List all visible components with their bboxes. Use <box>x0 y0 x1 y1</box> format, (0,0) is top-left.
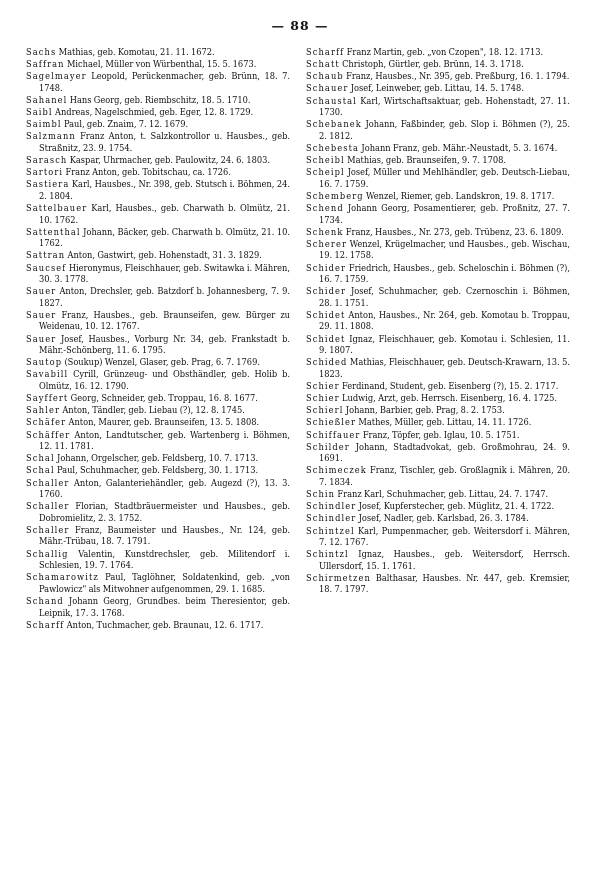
entry <box>306 167 570 190</box>
entry <box>26 478 290 501</box>
entry <box>26 155 290 167</box>
entry <box>306 442 570 465</box>
entry-text: Anton, Tuchmacher, geb. Braunau, 12. 6. 1717. <box>66 619 264 631</box>
entry-text: Franz Anton, geb. Tobitschau, ca. 1726. <box>65 167 231 179</box>
entry <box>306 430 570 442</box>
entry-text: Anton, Hausbes., Nr. 264, geb. Komotau b. Troppau, 29. 11. 1808. <box>319 309 570 333</box>
entry <box>26 501 290 524</box>
entry-text: Johann Georg, Posamentierer, geb. Proßnitz, 27. 7. 1734. <box>319 203 570 226</box>
entry <box>306 239 570 262</box>
entry-text: Valentin, Kunstdrechsler, geb. Militendorf i. Schlesien, 19. 7. 1764. <box>39 548 290 572</box>
entry <box>26 572 290 595</box>
entry-headword: Schebesta <box>306 142 360 154</box>
entry-headword: Schindler <box>306 501 357 513</box>
entry-headword: Sattran <box>26 250 66 262</box>
entry-headword: Schierl <box>306 405 344 417</box>
entry-headword: Savabill <box>26 369 69 381</box>
entry <box>26 227 290 250</box>
entry <box>306 465 570 488</box>
entry <box>306 96 570 119</box>
entry-headword: Schintzel <box>306 525 355 537</box>
entry-headword: Schäfer <box>26 417 67 429</box>
entry <box>306 526 570 549</box>
entry-text: Josef, Schuhmacher, geb. Czernoschin i. Böhmen, 28. 1. 1751. <box>319 286 570 309</box>
entry-headword: Schier <box>306 381 340 392</box>
entry-headword: Schaller <box>26 501 70 513</box>
entry-text: Franz, Hausbes., Nr. 395, geb. Preßburg, 16. 1. 1794. <box>346 71 570 83</box>
entry-text: Christoph, Gürtler, geb. Brünn, 14. 3. 1718. <box>342 59 524 71</box>
entry-text: Hieronymus, Fleischhauer, geb. Switawka i. Mähren, 30. 3. 1778. <box>39 262 290 286</box>
entry-text: Karl, Hausbes., geb. Charwath b. Olmütz, 21. 10. 1762. <box>39 203 290 226</box>
entry <box>306 381 570 393</box>
entry-text: Johann, Orgelscher, geb. Feldsberg, 10. 7. 1713. <box>57 453 259 465</box>
entry-text: Franz, Töpfer, geb. Iglau, 10. 5. 1751. <box>362 429 520 441</box>
entry <box>26 107 290 119</box>
entry <box>306 334 570 357</box>
entry <box>306 119 570 142</box>
entry-text: Josef, Hausbes., Vorburg Nr. 34, geb. Frankstadt b. Mähr.-Schönberg, 11. 6. 1795. <box>39 333 291 357</box>
entry-headword: Schidet <box>306 309 346 321</box>
entry-headword: Scheibl <box>306 155 345 167</box>
entry-headword: Schirmetzen <box>306 572 371 584</box>
entry-text: Johann, Bäcker, geb. Charwath b. Olmütz, 21. 10. 1762. <box>39 226 290 250</box>
entry-headword: Scherer <box>306 238 348 250</box>
entry <box>26 430 290 453</box>
entry <box>26 393 290 405</box>
entry-headword: Schebanek <box>306 119 362 131</box>
entry-text: Karl, Pumpenmacher, geb. Weitersdorf i. Mähren, 7. 12. 1767. <box>319 525 570 549</box>
entry <box>26 525 290 548</box>
entry-text: Balthasar, Hausbes. Nr. 447, geb. Kremsier, 18. 7. 1797. <box>319 572 571 596</box>
entry-headword: Schend <box>306 203 344 215</box>
entry-headword: Sachs <box>26 47 57 58</box>
entry <box>26 167 290 179</box>
entry <box>306 513 570 525</box>
entry-headword: Schided <box>306 357 348 369</box>
entry <box>26 369 290 392</box>
entry-text: Johann, Barbier, geb. Prag, 8. 2. 1753. <box>345 405 505 417</box>
entry <box>306 143 570 155</box>
entry-text: Karl, Wirtschaftsaktuar, geb. Hohenstadt, 27. 11. 1730. <box>319 95 570 119</box>
entry-headword: Saibl <box>26 107 53 119</box>
entry-headword: Sauer <box>26 309 57 321</box>
entry-text: Franz, Hausbes., geb. Braunseifen, gew. Bürger zu Weidenau, 10. 12. 1767. <box>39 309 291 333</box>
entry <box>306 155 570 167</box>
entry-text: Mathias, geb. Komotau, 21. 11. 1672. <box>58 47 215 58</box>
entry-text: Mathias, Fleischhauer, geb. Deutsch-Krawarn, 13. 5. 1823. <box>319 357 570 380</box>
entry-headword: Sauer <box>26 333 57 345</box>
entry-text: Mathes, Müller, geb. Littau, 14. 11. 1726. <box>358 417 532 429</box>
entry-text: Josef, Nadler, geb. Karlsbad, 26. 3. 1784. <box>358 513 529 525</box>
entry-headword: Schemberg <box>306 190 364 202</box>
entry <box>26 357 290 369</box>
entry <box>306 83 570 95</box>
entry-headword: Sattenthal <box>26 226 81 238</box>
entry <box>26 465 290 477</box>
entry-text: Franz, Tischler, geb. Großlagnik i. Mähren, 20. 7. 1834. <box>319 465 570 488</box>
entry-headword: Schamarowitz <box>26 572 99 584</box>
entry-headword: Schin <box>306 489 336 501</box>
entry-headword: Saimbl <box>26 119 62 131</box>
entry-text: Josef, Müller und Mehlhändler, geb. Deutsch-Liebau, 16. 7. 1759. <box>319 167 570 190</box>
entry <box>26 417 290 429</box>
entry-headword: Scharff <box>306 47 345 58</box>
entry-text: Anton, Landtutscher, geb. Wartenberg i. Böhmen, 12. 11. 1781. <box>39 429 290 453</box>
entry-headword: Schider <box>306 262 347 274</box>
two-column-body <box>26 47 574 632</box>
entry-text: Paul, Schuhmacher, geb. Feldsberg, 30. 1. 1713. <box>57 465 259 477</box>
entry-text: Anton, Galanteriehändler, geb. Augezd (?), 13. 3. 1760. <box>39 477 290 501</box>
entry <box>26 203 290 226</box>
entry <box>306 393 570 405</box>
entry-text: Paul, Taglöhner, Soldatenkind, geb. „von Pawlowicz" als Mitwohner aufgenommen, 29. 1. 1685. <box>39 572 290 595</box>
entry-headword: Schaub <box>306 71 344 83</box>
entry-text: Ignaz, Fleischhauer, geb. Komotau i. Schlesien, 11. 9. 1807. <box>319 333 570 357</box>
entry-headword: Sastiera <box>26 179 70 191</box>
entry-headword: Schimeczek <box>306 465 367 477</box>
entry <box>306 203 570 226</box>
entry-headword: Sattelbauer <box>26 203 88 215</box>
entry-headword: Schäffer <box>26 429 71 441</box>
entry <box>306 191 570 203</box>
entry-headword: Schatt <box>306 59 340 71</box>
entry-text: Cyrill, Grünzeug- und Obsthändler, geb. Holib b. Olmütz, 16. 12. 1790. <box>39 369 291 392</box>
entry <box>306 47 570 59</box>
entry <box>26 286 290 309</box>
entry-text: Ferdinand, Student, geb. Eisenberg (?), 15. 2. 1717. <box>342 381 559 392</box>
entry <box>26 95 290 107</box>
entry <box>26 620 290 632</box>
entry-text: Johann, Stadtadvokat, geb. Großmohrau, 24. 9. 1691. <box>319 441 570 465</box>
entry-text: Wenzel, Krügelmacher, und Hausbes., geb. Wischau, 19. 12. 1758. <box>319 238 570 262</box>
entry-headword: Schießler <box>306 417 357 429</box>
entry-headword: Saucsef <box>26 262 67 274</box>
entry-text: Franz, Hausbes., Nr. 273, geb. Trübenz, 23. 6. 1809. <box>345 226 564 238</box>
entry-headword: Sayffert <box>26 393 69 405</box>
entry <box>26 250 290 262</box>
entry-text: Kaspar, Uhrmacher, geb. Paulowitz, 24. 6. 1803. <box>69 155 270 167</box>
entry <box>306 357 570 380</box>
entry-text: Johann Franz, geb. Mähr.-Neustadt, 5. 3. 1674. <box>361 142 558 154</box>
entry <box>26 596 290 619</box>
entry-headword: Schilder <box>306 441 350 453</box>
entry-text: Franz Anton, t. Salzkontrollor u. Hausbes., geb. Straßnitz, 23. 9. 1754. <box>39 131 291 154</box>
entry-text: Michael, Müller von Würbenthal, 15. 5. 1673. <box>66 59 257 71</box>
entry-text: Josef, Kupferstecher, geb. Müglitz, 21. 4. 1722. <box>358 501 555 513</box>
entry-text: Wenzel, Riemer, geb. Landskron, 19. 8. 1717. <box>366 190 555 202</box>
entry-text: Anton, Maurer, geb. Braunseifen, 13. 5. 1808. <box>68 417 260 429</box>
entry <box>306 405 570 417</box>
entry-text: Georg, Schneider, geb. Troppau, 16. 8. 1677. <box>70 393 258 405</box>
entry-headword: Schallig <box>26 548 69 560</box>
entry <box>26 310 290 333</box>
entry <box>306 549 570 572</box>
entry-headword: Sahler <box>26 405 60 417</box>
entry <box>306 501 570 513</box>
entry-headword: Schaller <box>26 477 70 489</box>
entry <box>26 119 290 131</box>
entry-headword: Schand <box>26 595 64 607</box>
entry-headword: Schenk <box>306 226 344 238</box>
entry-text: Leopold, Perückenmacher, geb. Brünn, 18. 7. 1748. <box>39 71 290 94</box>
entry-text: Ludwig, Arzt, geb. Herrsch. Eisenberg, 16. 4. 1725. <box>342 393 558 405</box>
entry-text: Johann, Faßbinder, geb. Slop i. Böhmen (?), 25. 2. 1812. <box>319 119 571 142</box>
entry-text: Paul, geb. Znaim, 7. 12. 1679. <box>63 119 189 131</box>
entry <box>26 453 290 465</box>
entry-headword: Schider <box>306 286 347 298</box>
entry <box>306 310 570 333</box>
entry <box>306 227 570 239</box>
entry-text: Franz, Baumeister und Hausbes., Nr. 124, geb. Mähr.-Trübau, 18. 7. 1791. <box>39 524 290 548</box>
entry-headword: Scheipl <box>306 167 345 179</box>
entry <box>26 334 290 357</box>
entry <box>306 417 570 429</box>
entry <box>26 131 290 154</box>
entry-text: Friedrich, Hausbes., geb. Scheloschin i. Böhmen (?), 16. 7. 1759. <box>319 262 571 286</box>
entry-text: Florian, Stadtbräuermeister und Hausbes., geb. Dobromielitz, 2. 3. 1752. <box>39 501 290 524</box>
entry-text: Franz Karl, Schuhmacher, geb. Littau, 24. 7. 1747. <box>337 489 549 501</box>
entry-text: Mathias, geb. Braunseifen, 9. 7. 1708. <box>347 155 506 167</box>
entry-text: (Soukup) Wenzel, Glaser, geb. Prag, 6. 7. 1769. <box>64 357 260 369</box>
entry <box>26 71 290 94</box>
entry <box>26 47 290 59</box>
entry <box>306 286 570 309</box>
column-right <box>306 47 570 597</box>
entry-headword: Schindler <box>306 513 357 525</box>
entry-text: Karl, Hausbes., Nr. 398, geb. Stutsch i. Böhmen, 24. 2. 1804. <box>39 179 290 202</box>
entry <box>306 573 570 596</box>
entry <box>26 59 290 71</box>
entry-headword: Sahanel <box>26 94 68 106</box>
entry <box>306 59 570 71</box>
entry-headword: Schal <box>26 453 55 465</box>
entry-headword: Saffran <box>26 59 65 71</box>
entry-headword: Schauer <box>306 83 349 95</box>
entry <box>26 263 290 286</box>
entry-text: Josef, Leinweber, geb. Littau, 14. 5. 1748. <box>350 83 524 95</box>
entry <box>26 179 290 202</box>
entry-headword: Sagelmayer <box>26 71 87 83</box>
entry-text: Hans Georg, geb. Riembschitz, 18. 5. 1710. <box>69 94 251 106</box>
entry-headword: Schaller <box>26 524 70 536</box>
entry-headword: Sautop <box>26 357 63 369</box>
entry-text: Anton, Tändler, geb. Liebau (?), 12. 8. 1745. <box>62 405 245 417</box>
entry-headword: Schidet <box>306 333 346 345</box>
entry <box>306 489 570 501</box>
entry-headword: Salzmann <box>26 131 76 143</box>
page-number: — 88 — <box>271 18 329 33</box>
entry-text: Andreas, Nagelschmied, geb. Eger, 12. 8. 1729. <box>55 107 254 119</box>
entry-text: Franz Martin, geb. „von Czopen", 18. 12. 1713. <box>346 47 544 58</box>
entry-headword: Schier <box>306 393 340 405</box>
entry-headword: Sarasch <box>26 155 68 167</box>
entry-headword: Schintzl <box>306 549 349 561</box>
entry-text: Anton, Drechsler, geb. Batzdorf b. Johannesberg, 7. 9. 1827. <box>39 286 290 309</box>
entry <box>26 405 290 417</box>
entry-headword: Sauer <box>26 286 57 298</box>
entry-headword: Schiffauer <box>306 429 361 441</box>
column-left <box>26 47 290 632</box>
entry-text: Johann Georg, Grundbes. beim Theresientor, geb. Leipnik, 17. 3. 1768. <box>39 595 290 619</box>
entry <box>306 71 570 83</box>
entry <box>306 263 570 286</box>
entry-headword: Schaustal <box>306 95 357 107</box>
entry-headword: Scharff <box>26 619 65 631</box>
entry-headword: Sartori <box>26 167 64 179</box>
entry-headword: Schal <box>26 465 55 477</box>
entry-text: Anton, Gastwirt, geb. Hohenstadt, 31. 3. 1829. <box>67 250 262 262</box>
entry <box>26 549 290 572</box>
entry-text: Ignaz, Hausbes., geb. Weitersdorf, Herrsch. Ullersdorf, 15. 1. 1761. <box>319 549 570 572</box>
